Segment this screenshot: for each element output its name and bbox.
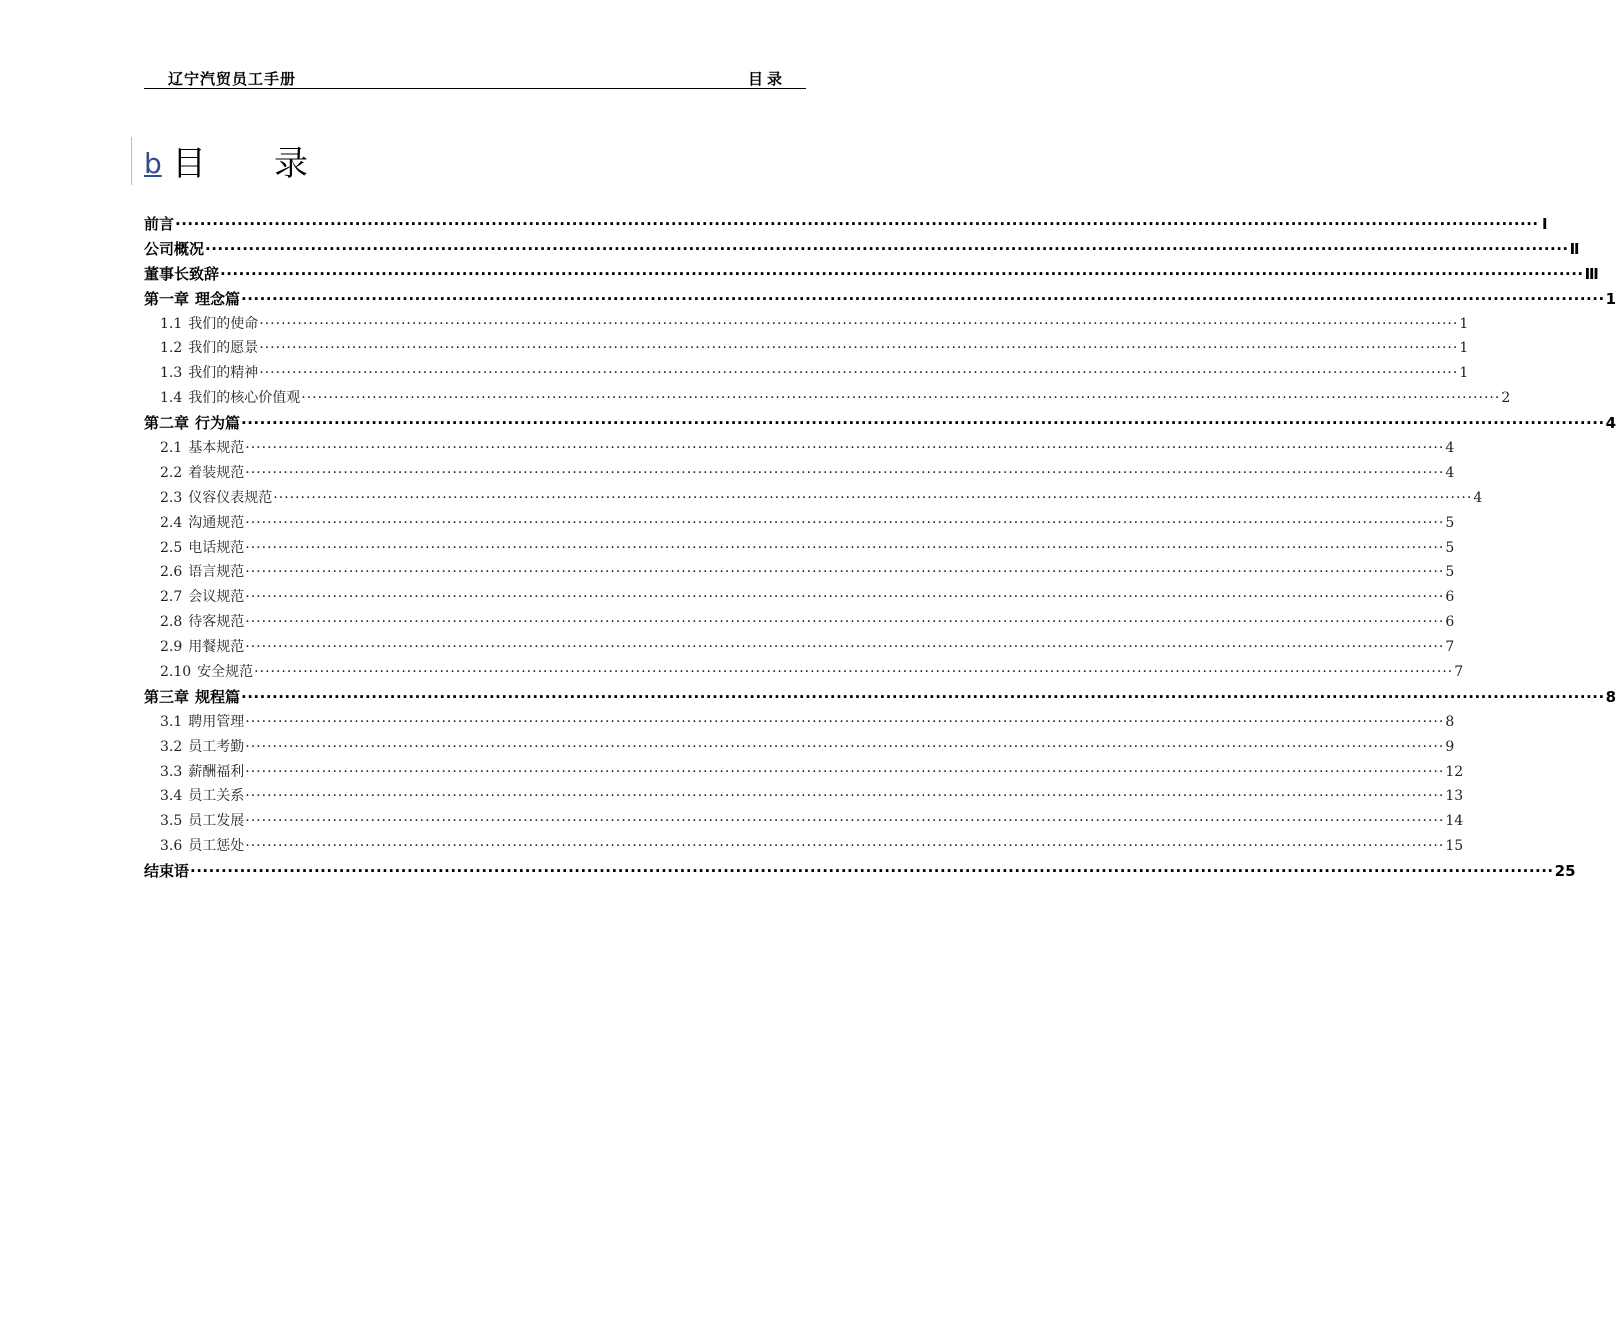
toc-dot-leader: ···························································································································································································································· <box>245 639 1445 656</box>
toc-entry-text: 会议规范 <box>188 589 245 606</box>
toc-entry-label <box>144 411 240 436</box>
toc-entry-chapter[interactable] <box>144 237 1580 262</box>
toc-entry-chapter[interactable] <box>144 859 1576 884</box>
toc-entry-section[interactable] <box>144 809 1464 834</box>
toc-entry-section[interactable] <box>144 336 1469 361</box>
toc-entry-text: 员工发展 <box>188 813 245 830</box>
toc-entry-chapter[interactable] <box>144 212 1548 237</box>
toc-entry-text: 电话规范 <box>188 539 245 556</box>
toc-page-number: 8 <box>1605 687 1616 706</box>
toc-entry-label <box>144 287 240 312</box>
toc-entry-chapter[interactable] <box>144 262 1599 287</box>
toc-entry-number: 2.3 <box>160 489 183 506</box>
toc-page-number: Ⅱ <box>1569 239 1580 258</box>
toc-page-number: 25 <box>1554 862 1576 881</box>
revision-marker: b <box>144 147 162 180</box>
toc-entry-text: 着装规范 <box>188 464 245 481</box>
toc-entry-number: 2.2 <box>160 464 183 481</box>
toc-entry-text: 我们的核心价值观 <box>188 390 301 407</box>
toc-entry-number: 3.4 <box>160 788 183 805</box>
toc-entry-section[interactable] <box>144 560 1455 585</box>
toc-dot-leader: ···························································································································································································································· <box>245 539 1445 556</box>
toc-dot-leader: ···························································································································································································································· <box>245 440 1445 457</box>
toc-page-number: 13 <box>1445 788 1464 805</box>
toc-page-number: 4 <box>1605 414 1616 433</box>
toc-entry-text: 公司概况 <box>144 239 205 258</box>
toc-entry-label <box>160 834 244 859</box>
toc-entry-number: 2.5 <box>160 539 183 556</box>
toc-entry-number: 2.6 <box>160 564 183 581</box>
toc-entry-number: 2.10 <box>160 664 192 681</box>
toc-entry-number: 2.7 <box>160 589 183 606</box>
toc-dot-leader: ···························································································································································································································· <box>245 763 1445 780</box>
toc-dot-leader: ···························································································································································································································· <box>205 239 1569 258</box>
toc-dot-leader: ···························································································································································································································· <box>245 514 1445 531</box>
toc-dot-leader: ···························································································································································································································· <box>259 315 1459 332</box>
toc-entry-text: 结束语 <box>144 862 190 881</box>
toc-entry-section[interactable] <box>144 386 1511 411</box>
toc-entry-number: 1.1 <box>160 315 183 332</box>
toc-entry-label <box>144 237 204 262</box>
toc-page-number: 5 <box>1445 564 1455 581</box>
toc-entry-number: 1.2 <box>160 340 183 357</box>
toc-dot-leader: ···························································································································································································································· <box>245 813 1445 830</box>
toc-entry-label <box>160 436 244 461</box>
toc-entry-label <box>160 760 244 785</box>
toc-entry-chapter[interactable] <box>144 685 1616 710</box>
toc-entry-section[interactable] <box>144 461 1455 486</box>
toc-dot-leader: ···························································································································································································································· <box>175 215 1539 233</box>
toc-entry-text: 员工关系 <box>188 788 245 805</box>
toc-dot-leader: ···························································································································································································································· <box>245 738 1445 755</box>
toc-page-number: 4 <box>1445 464 1455 481</box>
toc-entry-label <box>144 685 240 710</box>
toc-entry-number: 2.4 <box>160 514 183 531</box>
toc-entry-number: 2.1 <box>160 440 183 457</box>
toc-entry-text: 行为篇 <box>195 414 241 433</box>
toc-entry-label <box>160 312 258 337</box>
toc-dot-leader: ···························································································································································································································· <box>301 390 1501 407</box>
toc-entry-number: 2.8 <box>160 614 183 631</box>
toc-entry-number: 1.4 <box>160 390 183 407</box>
toc-page-number: 6 <box>1445 614 1455 631</box>
toc-page-number: 1 <box>1459 340 1469 357</box>
toc-dot-leader: ···························································································································································································································· <box>220 264 1584 283</box>
header-section-title: 目录 <box>747 70 786 88</box>
toc-dot-leader: ···························································································································································································································· <box>259 365 1459 382</box>
toc-dot-leader: ···························································································································································································································· <box>245 589 1445 606</box>
toc-entry-text: 我们的精神 <box>188 365 259 382</box>
toc-entry-text: 基本规范 <box>188 440 245 457</box>
page-title <box>172 144 308 184</box>
margin-change-bar <box>131 137 132 185</box>
toc-page-number: 4 <box>1473 489 1483 506</box>
toc-entry-section[interactable] <box>144 784 1464 809</box>
toc-entry-chapter[interactable] <box>144 411 1616 436</box>
toc-entry-text: 我们的愿景 <box>188 340 259 357</box>
toc-page-number: 6 <box>1445 589 1455 606</box>
toc-entry-number: 第一章 <box>144 289 190 308</box>
toc-page-number: 1 <box>1459 315 1469 332</box>
toc-entry-section[interactable] <box>144 710 1455 735</box>
toc-entry-label <box>160 585 244 610</box>
toc-entry-section[interactable] <box>144 834 1464 859</box>
toc-entry-label <box>144 859 189 884</box>
toc-page-number: 5 <box>1445 539 1455 556</box>
toc-dot-leader: ···························································································································································································································· <box>245 564 1445 581</box>
toc-entry-text: 沟通规范 <box>188 514 245 531</box>
toc-entry-label <box>144 262 219 287</box>
toc-dot-leader: ···························································································································································································································· <box>241 414 1605 433</box>
toc-entry-text: 前言 <box>144 215 175 233</box>
toc-entry-label <box>160 660 253 685</box>
toc-entry-label <box>160 336 258 361</box>
toc-page-number: 4 <box>1445 440 1455 457</box>
toc-page-number: 15 <box>1445 838 1464 855</box>
toc-entry-text: 员工惩处 <box>188 838 245 855</box>
toc-page-number: 7 <box>1454 664 1464 681</box>
toc-entry-label <box>160 735 244 760</box>
toc-entry-number: 第三章 <box>144 687 190 706</box>
toc-entry-number: 第二章 <box>144 414 190 433</box>
toc-page-number: Ⅰ <box>1542 215 1548 233</box>
toc-entry-section[interactable] <box>144 486 1483 511</box>
toc-entry-text: 待客规范 <box>188 614 245 631</box>
toc-entry-label <box>160 461 244 486</box>
toc-dot-leader: ···························································································································································································································· <box>241 687 1605 706</box>
toc-page-number: 7 <box>1445 639 1455 656</box>
toc-entry-label <box>144 212 174 237</box>
toc-dot-leader: ···························································································································································································································· <box>245 614 1445 631</box>
toc-entry-section[interactable] <box>144 536 1455 561</box>
toc-entry-label <box>160 809 244 834</box>
page-title-char-2: 录 <box>274 144 308 184</box>
toc-dot-leader: ···························································································································································································································· <box>254 664 1454 681</box>
toc-entry-section[interactable] <box>144 760 1464 785</box>
toc-entry-label <box>160 635 244 660</box>
toc-page-number: 2 <box>1501 390 1511 407</box>
header-doc-title: 辽宁汽贸员工手册 <box>168 70 297 88</box>
toc-dot-leader: ···························································································································································································································· <box>190 862 1554 881</box>
toc-entry-section[interactable] <box>144 585 1455 610</box>
toc-dot-leader: ···························································································································································································································· <box>245 838 1445 855</box>
toc-entry-text: 我们的使命 <box>188 315 259 332</box>
toc-entry-text: 理念篇 <box>195 289 241 308</box>
toc-page-number: 1 <box>1459 365 1469 382</box>
table-of-contents <box>144 212 1616 884</box>
toc-entry-section[interactable] <box>144 635 1455 660</box>
toc-entry-number: 1.3 <box>160 365 183 382</box>
toc-entry-text: 规程篇 <box>195 687 241 706</box>
toc-entry-section[interactable] <box>144 660 1464 685</box>
toc-dot-leader: ···························································································································································································································· <box>245 788 1445 805</box>
toc-entry-number: 3.1 <box>160 713 183 730</box>
toc-page-number: 1 <box>1605 289 1616 308</box>
toc-page-number: 9 <box>1445 738 1455 755</box>
toc-dot-leader: ···························································································································································································································· <box>273 489 1473 506</box>
toc-dot-leader: ···························································································································································································································· <box>245 464 1445 481</box>
toc-page-number: 5 <box>1445 514 1455 531</box>
toc-entry-text: 员工考勤 <box>188 738 245 755</box>
toc-entry-label <box>160 511 244 536</box>
toc-entry-section[interactable] <box>144 361 1469 386</box>
toc-entry-section[interactable] <box>144 735 1455 760</box>
toc-entry-label <box>160 784 244 809</box>
toc-dot-leader: ···························································································································································································································· <box>259 340 1459 357</box>
toc-entry-text: 聘用管理 <box>188 713 245 730</box>
toc-entry-number: 3.2 <box>160 738 183 755</box>
toc-entry-section[interactable] <box>144 312 1469 337</box>
toc-entry-text: 董事长致辞 <box>144 264 220 283</box>
page-header <box>144 66 806 89</box>
toc-entry-number: 3.3 <box>160 763 183 780</box>
toc-entry-section[interactable] <box>144 610 1455 635</box>
toc-entry-label <box>160 486 272 511</box>
toc-page-number: 8 <box>1445 713 1455 730</box>
toc-entry-label <box>160 560 244 585</box>
toc-entry-label <box>160 610 244 635</box>
toc-entry-section[interactable] <box>144 511 1455 536</box>
toc-page-number: Ⅲ <box>1584 264 1599 283</box>
toc-entry-number: 3.6 <box>160 838 183 855</box>
toc-dot-leader: ···························································································································································································································· <box>241 289 1605 308</box>
toc-page-number: 14 <box>1445 813 1464 830</box>
toc-entry-label <box>160 386 300 411</box>
toc-entry-text: 仪容仪表规范 <box>188 489 273 506</box>
toc-entry-text: 薪酬福利 <box>188 763 245 780</box>
page-title-char-1: 目 <box>172 144 206 184</box>
toc-entry-label <box>160 710 244 735</box>
toc-entry-number: 2.9 <box>160 639 183 656</box>
toc-entry-text: 安全规范 <box>197 664 254 681</box>
toc-entry-label <box>160 361 258 386</box>
toc-dot-leader: ···························································································································································································································· <box>245 713 1445 730</box>
toc-page-number: 12 <box>1445 763 1464 780</box>
toc-entry-label <box>160 536 244 561</box>
toc-entry-section[interactable] <box>144 436 1455 461</box>
toc-entry-text: 语言规范 <box>188 564 245 581</box>
toc-entry-chapter[interactable] <box>144 287 1616 312</box>
toc-entry-number: 3.5 <box>160 813 183 830</box>
toc-entry-text: 用餐规范 <box>188 639 245 656</box>
